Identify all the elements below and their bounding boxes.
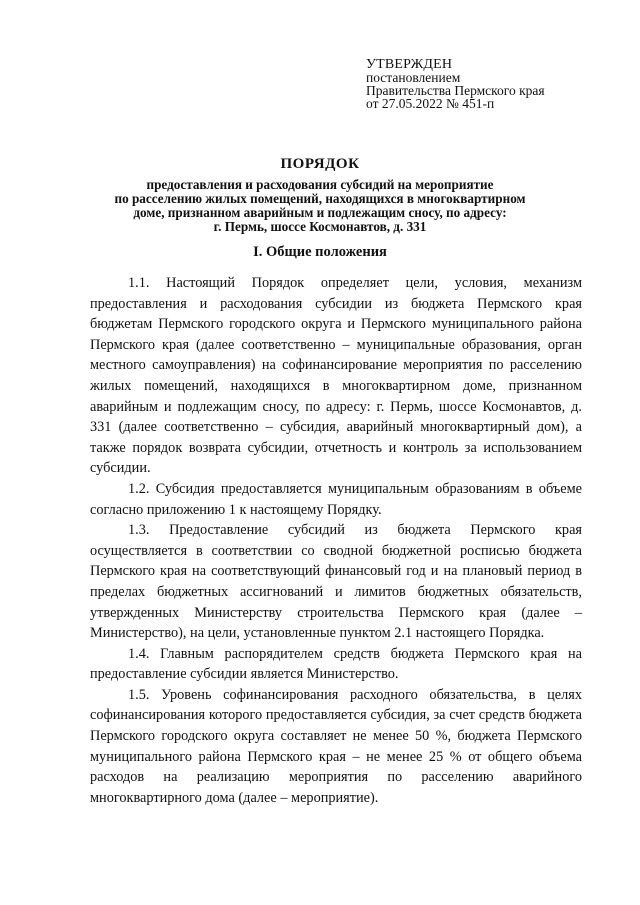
approval-date-number: от 27.05.2022 № 451-п [366, 96, 495, 111]
paragraph-1-4: 1.4. Главным распорядителем средств бюджета Пермского края на предоставление субсидии является Министерство. [90, 645, 582, 683]
document-title: ПОРЯДОК [280, 156, 360, 172]
approval-stamp [366, 58, 626, 110]
paragraph-1-2: 1.2. Субсидия предоставляется муниципальным образованиям в объеме согласно приложению 1 к настоящему Порядку. [90, 480, 582, 518]
subtitle-line: г. Пермь, шоссе Космонавтов, д. 331 [213, 219, 427, 234]
subtitle-line: по расселению жилых помещений, находящихся в многоквартирном [114, 191, 526, 206]
approval-heading: УТВЕРЖДЕН [366, 57, 453, 72]
subtitle-line: доме, признанном аварийным и подлежащим сносу, по адресу: [133, 205, 507, 220]
section-heading: I. Общие положения [253, 244, 387, 260]
paragraph-1-3: 1.3. Предоставление субсидий из бюджета Пермского края осуществляется в соответствии со сводной бюджетной росписью бюджета Пермского края на соответствующий финансовый год и на плановый период в пределах бюджетных ассигнований и лимитов бюджетных обязательств, утвержденных Министерству строительства Пермского края (далее – Министерство), на цели, установленные пунктом 2.1 настоящего Порядка. [90, 522, 582, 642]
approval-authority: Правительства Пермского края [366, 83, 545, 98]
paragraph-1-5: 1.5. Уровень софинансирования расходного обязательства, в целях софинансирования которого предоставляется субсидия, за счет средств бюджета Пермского городского округа составляет не менее 50 %, бюджета Пермского муниципального района Пермского края – не менее 25 % от общего объема расходов на реализацию мероприятия по расселению аварийного многоквартирного дома (далее – мероприятие). [90, 686, 582, 806]
document-subtitle [70, 178, 570, 234]
approval-decree: постановлением [366, 70, 461, 85]
paragraph-1-1: 1.1. Настоящий Порядок определяет цели, условия, механизм предоставления и расходования субсидии из бюджета Пермского края бюджетам Пермского городского округа и Пермского муниципального района Пермского края (далее соответственно – муниципальные образования, орган местного самоуправления) на софинансирование мероприятия по расселению жилых помещений, находящихся в многоквартирном доме, признанном аварийным и подлежащим сносу, по адресу: г. Пермь, шоссе Космонавтов, д. 331 (далее соответственно – субсидия, аварийный многоквартирный дом), а также порядок возврата субсидии, отчетность и контроль за использованием субсидии. [90, 275, 582, 477]
subtitle-line: предоставления и расходования субсидий на мероприятие [146, 177, 494, 192]
document-body [90, 273, 582, 808]
